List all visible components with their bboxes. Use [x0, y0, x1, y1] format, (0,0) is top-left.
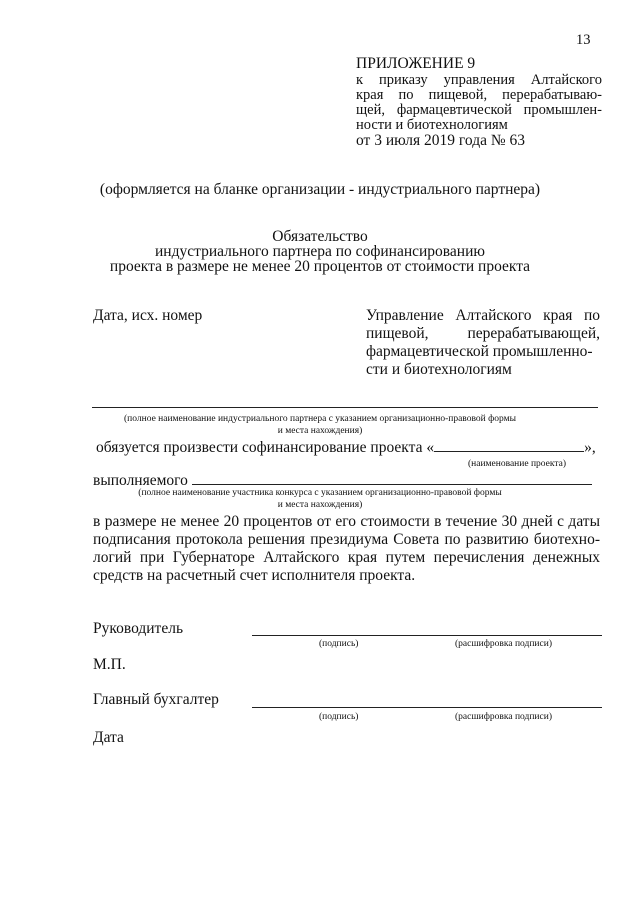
appendix-line: к приказу управления Алтайского: [356, 72, 602, 88]
addressee-line: сти и биотехнологиям: [366, 361, 512, 378]
partner-caption: (полное наименование индустриального партнера с указанием организационно-правовой формы: [124, 414, 516, 424]
letterhead-note: (оформляется на бланке организации - индустриального партнера): [99, 181, 541, 198]
appendix-date: от 3 июля 2019 года № 63: [356, 132, 526, 149]
performer-name-line[interactable]: [192, 484, 592, 485]
performer-caption: (полное наименование участника конкурса с указанием организационно-правовой формы: [138, 488, 502, 498]
project-caption: (наименование проекта): [468, 459, 567, 469]
decode-caption: (расшифровка подписи): [455, 639, 552, 649]
body-line: в размере не менее 20 процентов от его стоимости в течение 30 дней с даты: [93, 513, 600, 530]
appendix-line: щей, фармацевтической промышлен-: [356, 102, 602, 118]
head-label: Руководитель: [93, 620, 184, 637]
date-ref-label: Дата, исх. номер: [93, 307, 203, 324]
stamp-label: М.П.: [93, 656, 126, 673]
appendix-line: ности и биотехнологиям: [356, 117, 508, 133]
addressee-line: пищевой, перерабатывающей,: [366, 325, 600, 342]
decode-caption: (расшифровка подписи): [455, 712, 552, 722]
doc-subtitle: проекта в размере не менее 20 процентов от стоимости проекта: [109, 258, 531, 275]
signature-caption: (подпись): [319, 712, 359, 722]
signature-caption: (подпись): [319, 639, 359, 649]
addressee-line: Управление Алтайского края по: [366, 307, 600, 324]
appendix-title: ПРИЛОЖЕНИЕ 9: [356, 55, 476, 72]
body-line: подписания протокола решения президиума Совета по развитию биотехно-: [93, 531, 600, 548]
body-line: средств на расчетный счет исполнителя проекта.: [93, 567, 416, 584]
body-line: логий при Губернаторе Алтайского края путем перечисления денежных: [93, 549, 600, 566]
performer-caption: и места нахождения): [277, 500, 363, 510]
accountant-signature-line[interactable]: [252, 707, 602, 708]
doc-subtitle: индустриального партнера по софинансированию: [155, 243, 485, 260]
page-number: 13: [576, 32, 591, 48]
head-signature-line[interactable]: [252, 635, 602, 636]
appendix-line: края по пищевой, перерабатываю-: [356, 87, 602, 103]
date-label: Дата: [93, 729, 124, 746]
partner-name-line[interactable]: [92, 407, 598, 408]
performer-label: выполняемого: [93, 472, 188, 489]
doc-title: Обязательство: [272, 228, 368, 245]
obligation-line: [96, 438, 596, 457]
project-name-field[interactable]: [434, 438, 584, 452]
addressee-line: фармацевтической промышленно-: [366, 343, 593, 360]
accountant-label: Главный бухгалтер: [93, 691, 219, 708]
obligation-prefix: обязуется произвести софинансирование проекта «: [96, 439, 435, 456]
obligation-suffix: »,: [584, 439, 596, 456]
partner-caption: и места нахождения): [277, 426, 363, 436]
